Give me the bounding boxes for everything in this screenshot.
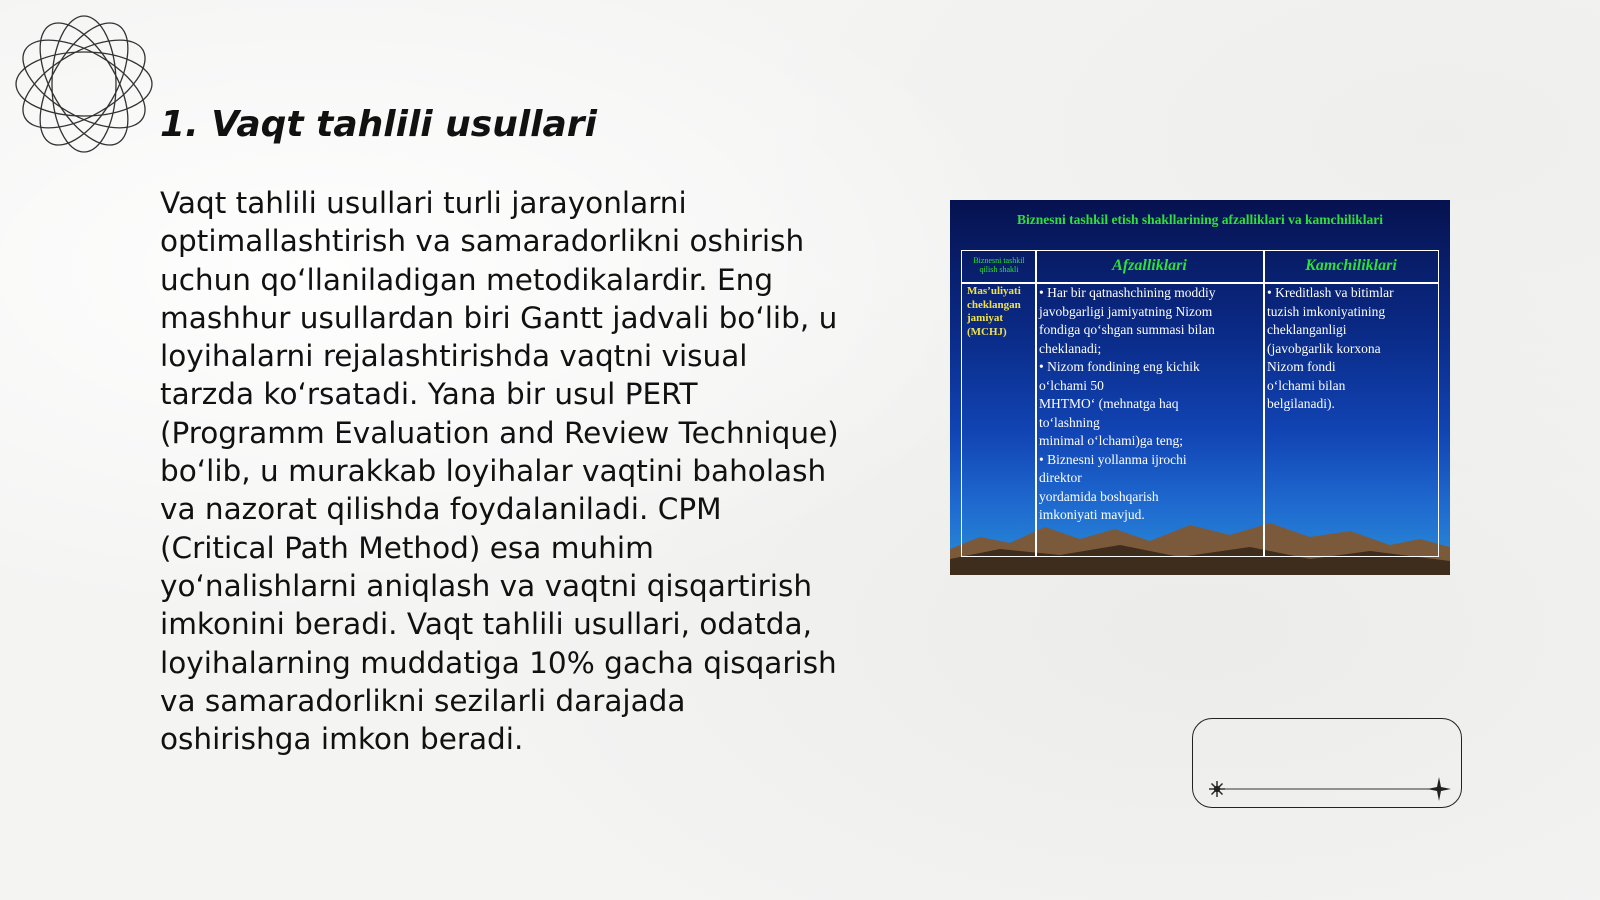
table-divider [1263, 251, 1265, 556]
comparison-table-image [950, 200, 1450, 575]
disadvantages-line: cheklanganligi [1267, 322, 1347, 337]
disadvantages-line: (javobgarlik korxona [1267, 340, 1381, 356]
slide-title: 1. Vaqt tahlili usullari [160, 104, 597, 145]
advantages-line: fondiga qo‘shgan summasi bilan [1039, 322, 1215, 337]
advantages-line: • Har bir qatnashchining moddiy [1039, 285, 1216, 300]
advantages-line: minimal o‘lchami)ga teng; [1039, 433, 1183, 448]
advantages-line: cheklanadi; [1039, 340, 1102, 356]
advantages-line: to‘lashning [1039, 414, 1100, 430]
disadvantages-line: o‘lchami bilan [1267, 377, 1346, 393]
advantages-cell [1039, 284, 1261, 525]
disadvantages-cell [1267, 284, 1437, 414]
cross-star-icon [1427, 777, 1451, 801]
row-label: Mas’uliyati cheklangan jamiyat (MCHJ) [967, 285, 1021, 338]
disadvantages-line: Nizom fondi [1267, 359, 1336, 374]
body-paragraph: Vaqt tahlili usullari turli jarayonlarni optimallashtirish va samaradorlikni oshirish uchun qo‘llaniladigan metodikalardir. Eng mashhur usullardan biri Gantt jadvali bo‘lib, u loyihalarni rejalashtirishda vaqtni visual tarzda ko‘rsatadi. Yana bir usul PERT (Programm Evaluation and Review Technique) bo‘lib, u murakkab loyihalar vaqtini baholash va nazorat qilishda foydalaniladi. CPM (Critical Path Method) esa muhim yo‘nalishlarni aniqlash va vaqtni qisqartirish imkonini beradi. Vaqt tahlili usullari, odatda, loyihalarning muddatiga 10% gacha qisqarish va samaradorlikni sezilarli darajada oshirishga imkon beradi. [160, 186, 839, 757]
disadvantages-line: belgilanadi). [1267, 396, 1335, 411]
advantages-line: yordamida boshqarish [1039, 488, 1159, 504]
advantages-line: • Nizom fondining eng kichik [1039, 359, 1200, 374]
advantages-line: imkoniyati mavjud. [1039, 507, 1145, 522]
table-divider [1035, 251, 1037, 556]
sparkle-star-icon [1209, 781, 1225, 797]
table-caption: Biznesni tashkil etish shakllarining afzalliklari va kamchiliklari [1016, 212, 1384, 227]
advantages-line: o‘lchami 50 [1039, 377, 1104, 393]
frame-line-art [1193, 719, 1463, 809]
column-header-disadvantages: Kamchiliklari [1305, 257, 1397, 274]
advantages-line: • Biznesni yollanma ijrochi [1039, 451, 1187, 467]
advantages-line: javobgarligi jamiyatning Nizom [1039, 303, 1213, 319]
disadvantages-line: • Kreditlash va bitimlar [1267, 285, 1394, 300]
column-header-advantages: Afzalliklari [1112, 257, 1187, 274]
advantages-line: direktor [1039, 470, 1082, 485]
advantages-line: MHTMO‘ (mehnatga haq [1039, 396, 1179, 411]
corner-header: Biznesni tashkil qilish shakli [973, 256, 1025, 274]
spirograph-logo-icon [10, 10, 158, 158]
comparison-table [961, 250, 1439, 557]
disadvantages-line: tuzish imkoniyatining [1267, 303, 1386, 319]
decorative-frame [1192, 718, 1462, 808]
